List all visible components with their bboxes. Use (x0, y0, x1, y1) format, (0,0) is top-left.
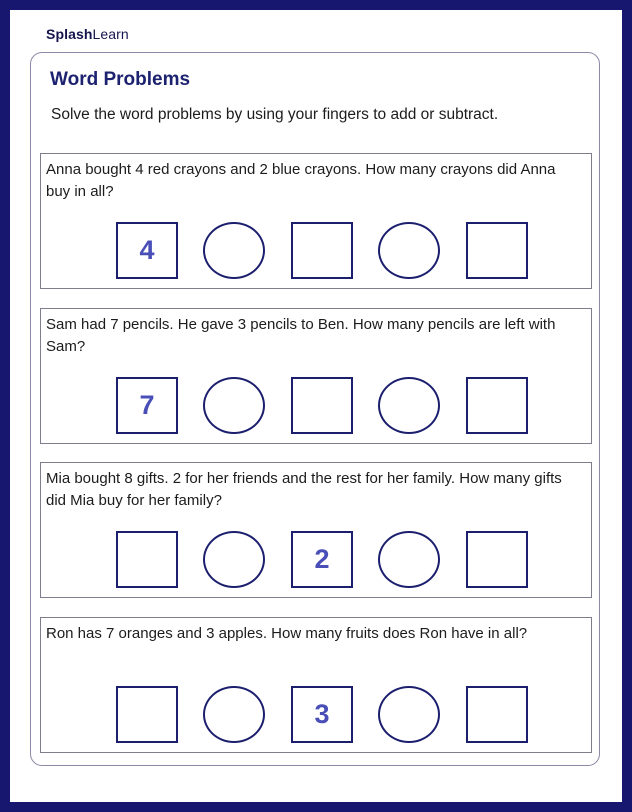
page-title: Word Problems (50, 69, 191, 90)
problem-3 (40, 462, 592, 598)
logo-bold-text: Splash (46, 26, 93, 42)
problem-question: Ron has 7 oranges and 3 apples. How many fruits does Ron have in all? (46, 625, 528, 642)
problem-question: Anna bought 4 red crayons and 2 blue crayons. How many crayons did Anna buy in all? (46, 161, 556, 200)
answer-square[interactable] (116, 686, 178, 743)
answer-square[interactable]: 4 (116, 222, 178, 279)
equals-circle[interactable] (378, 531, 440, 588)
operator-circle[interactable] (203, 222, 265, 279)
result-square[interactable] (466, 531, 528, 588)
worksheet-page (10, 10, 622, 802)
operator-circle[interactable] (203, 377, 265, 434)
logo-regular-text: Learn (92, 26, 129, 42)
problem-question: Mia bought 8 gifts. 2 for her friends and the rest for her family. How many gifts did Mia buy for her family? (46, 470, 562, 509)
result-square[interactable] (466, 377, 528, 434)
operator-circle[interactable] (203, 686, 265, 743)
answer-square[interactable]: 7 (116, 377, 178, 434)
equals-circle[interactable] (378, 222, 440, 279)
result-square[interactable] (466, 222, 528, 279)
answer-square[interactable] (291, 222, 353, 279)
equals-circle[interactable] (378, 377, 440, 434)
answer-square[interactable]: 3 (291, 686, 353, 743)
problem-2 (40, 308, 592, 444)
equals-circle[interactable] (378, 686, 440, 743)
problem-question: Sam had 7 pencils. He gave 3 pencils to Ben. How many pencils are left with Sam? (46, 316, 556, 355)
operator-circle[interactable] (203, 531, 265, 588)
result-square[interactable] (466, 686, 528, 743)
answer-square[interactable]: 2 (291, 531, 353, 588)
instructions: Solve the word problems by using your fingers to add or subtract. (51, 106, 499, 123)
problem-4 (40, 617, 592, 753)
answer-square[interactable] (291, 377, 353, 434)
answer-square[interactable] (116, 531, 178, 588)
problem-1 (40, 153, 592, 289)
splashlearn-logo (46, 26, 129, 42)
